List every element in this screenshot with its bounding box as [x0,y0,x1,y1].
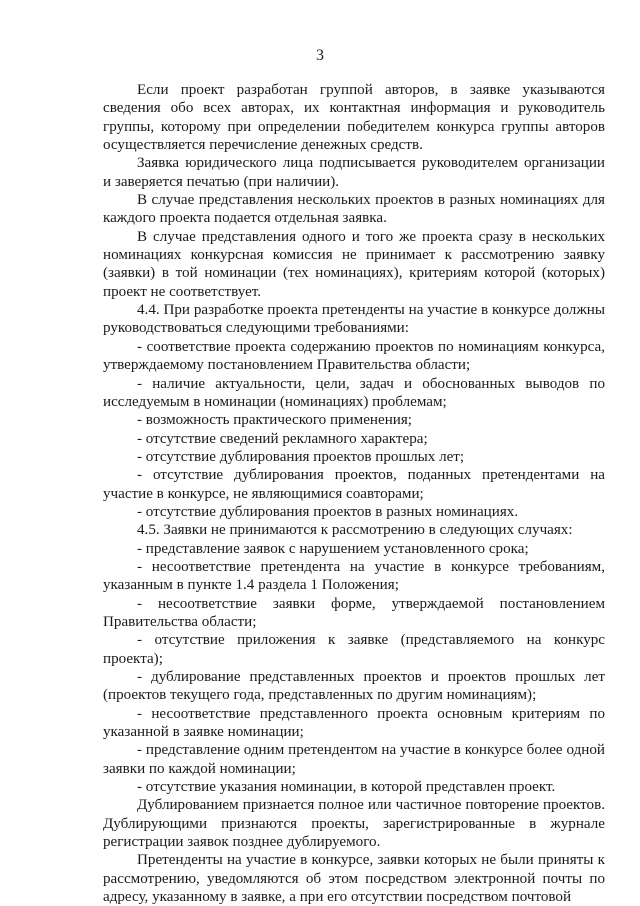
paragraph: Если проект разработан группой авторов, в заявке указываются сведения обо всех авторах, их контактная информация и руководитель группы, которому при определении победителем конкурса группы авторов осуществляется перечисление денежных средств. [103,82,605,154]
list-item: - отсутствие дублирования проектов в разных номинациях. [137,503,519,520]
page-number: 3 [316,47,324,64]
list-item: - наличие актуальности, цели, задач и обоснованных выводов по исследуемым в номинации (номинациях) проблемам; [103,375,605,410]
list-item: - отсутствие дублирования проектов, поданных претендентами на участие в конкурсе, не являющимися соавторами; [103,467,605,502]
list-item: - соответствие проекта содержанию проектов по номинациям конкурса, утверждаемому постановлением Правительства области; [103,338,605,374]
list-item: - несоответствие заявки форме, утверждаемой постановлением Правительства области; [103,595,605,630]
paragraph: В случае представления одного и того же проекта сразу в нескольких номинациях конкурсная комиссия не принимает к рассмотрению заявку (заявки) в той номинации (тех номинациях), критериям которой (которых) проект не соответствует. [103,228,605,300]
list-item: - отсутствие приложения к заявке (представляемого на конкурс проекта); [103,632,605,667]
list-item: - возможность практического применения; [137,412,412,429]
paragraph: Претенденты на участие в конкурсе, заявки которых не были приняты к рассмотрению, уведомляются об этом посредством электронной почты по адресу, указанному в заявке, а при его отсутствии посредством почтовой [103,852,605,906]
list-item: - дублирование представленных проектов и проектов прошлых лет (проектов текущего года, представленных по другим номинациям); [103,669,605,704]
list-item: - несоответствие претендента на участие в конкурсе требованиям, указанным в пункте 1.4 раздела 1 Положения; [103,558,605,594]
list-item: - отсутствие сведений рекламного характера; [137,430,428,447]
paragraph: Заявка юридического лица подписывается руководителем организации и заверяется печатью (при наличии). [103,155,605,190]
paragraph: В случае представления нескольких проектов в разных номинациях для каждого проекта подается отдельная заявка. [103,192,605,227]
paragraph: Дублированием признается полное или частичное повторение проектов. Дублирующими признаются проекты, зарегистрированные в журнале регистрации заявок позднее дублируемого. [103,797,605,851]
document-body [103,81,605,906]
list-item: - представление одним претендентом на участие в конкурсе более одной заявки по каждой номинации; [103,742,605,777]
list-item: - несоответствие представленного проекта основным критериям по указанной в заявке номинации; [103,705,605,741]
section-4-4-paragraph: 4.4. При разработке проекта претенденты на участие в конкурсе должны руководствоваться следующими требованиями: [103,302,605,337]
list-item: - отсутствие дублирования проектов прошлых лет; [137,448,465,465]
section-4-5-paragraph: 4.5. Заявки не принимаются к рассмотрению в следующих случаях: [137,522,573,539]
list-item: - представление заявок с нарушением установленного срока; [137,540,529,557]
list-item: - отсутствие указания номинации, в которой представлен проект. [137,779,556,796]
